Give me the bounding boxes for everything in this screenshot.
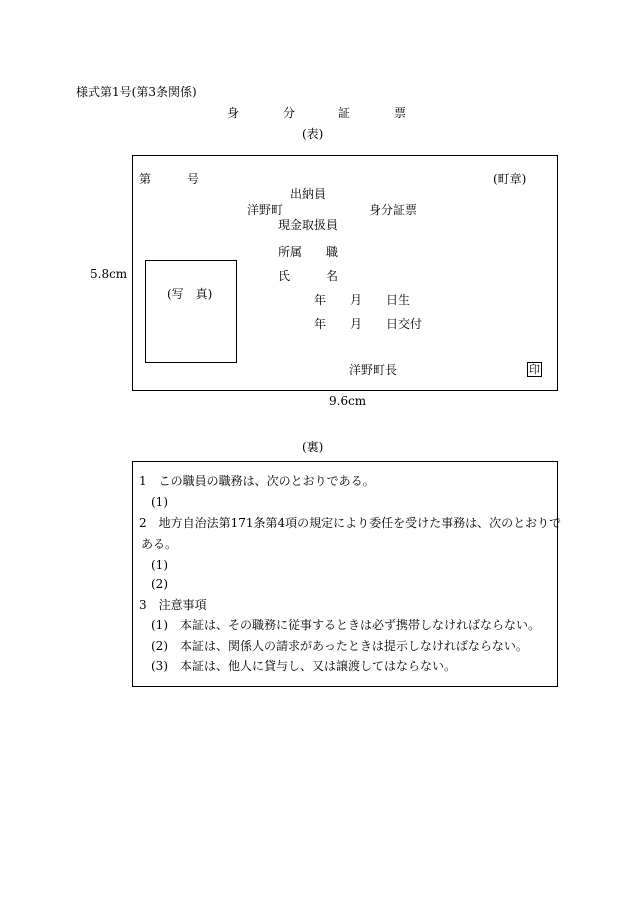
back-line: 2 地方自治法第171条第4項の規定により委任を受けた事務は、次のとおりで <box>139 516 562 530</box>
photo-box <box>145 260 237 363</box>
title-char: 証 <box>338 106 351 120</box>
title-char: 身 <box>227 106 240 120</box>
photo-label: (写 真) <box>167 287 213 301</box>
town-name: 洋野町 <box>247 203 284 217</box>
town-seal-label: (町章) <box>493 172 527 186</box>
back-line: (2) <box>151 577 168 591</box>
back-card <box>132 461 562 687</box>
number-dai: 第 <box>139 172 152 186</box>
name-label: 氏 名 <box>278 269 339 283</box>
width-dimension: 9.6cm <box>329 394 367 408</box>
role-treasurer: 出納員 <box>290 187 327 201</box>
back-line: (1) 本証は、その職務に従事するときは必ず携帯しなければならない。 <box>151 618 541 632</box>
back-line: 1 この職員の職務は、次のとおりである。 <box>139 474 375 488</box>
title-char: 票 <box>394 106 407 120</box>
front-heading: (表) <box>302 127 324 141</box>
card-name: 身分証票 <box>369 203 418 217</box>
height-dimension: 5.8cm <box>90 267 128 281</box>
back-line: 3 注意事項 <box>139 598 207 612</box>
back-line: ある。 <box>141 537 178 551</box>
number-go: 号 <box>187 172 200 186</box>
dept-label: 所属 職 <box>278 245 339 259</box>
birth-date-line: 年 月 日生 <box>314 293 411 307</box>
role-cash-handler: 現金取扱員 <box>278 218 339 232</box>
form-label: 様式第1号(第3条関係) <box>76 85 197 99</box>
back-line: (2) 本証は、関係人の請求があったときは提示しなければならない。 <box>151 639 528 653</box>
back-heading: (裏) <box>302 440 324 454</box>
back-line: (3) 本証は、他人に貸与し、又は譲渡してはならない。 <box>151 659 457 673</box>
seal-mark: 印 <box>529 363 540 376</box>
issue-date-line: 年 月 日交付 <box>314 317 423 331</box>
back-line: (1) <box>151 558 168 572</box>
mayor-label: 洋野町長 <box>349 363 398 377</box>
title-char: 分 <box>283 106 296 120</box>
back-line: (1) <box>151 495 168 509</box>
front-card <box>132 155 558 391</box>
